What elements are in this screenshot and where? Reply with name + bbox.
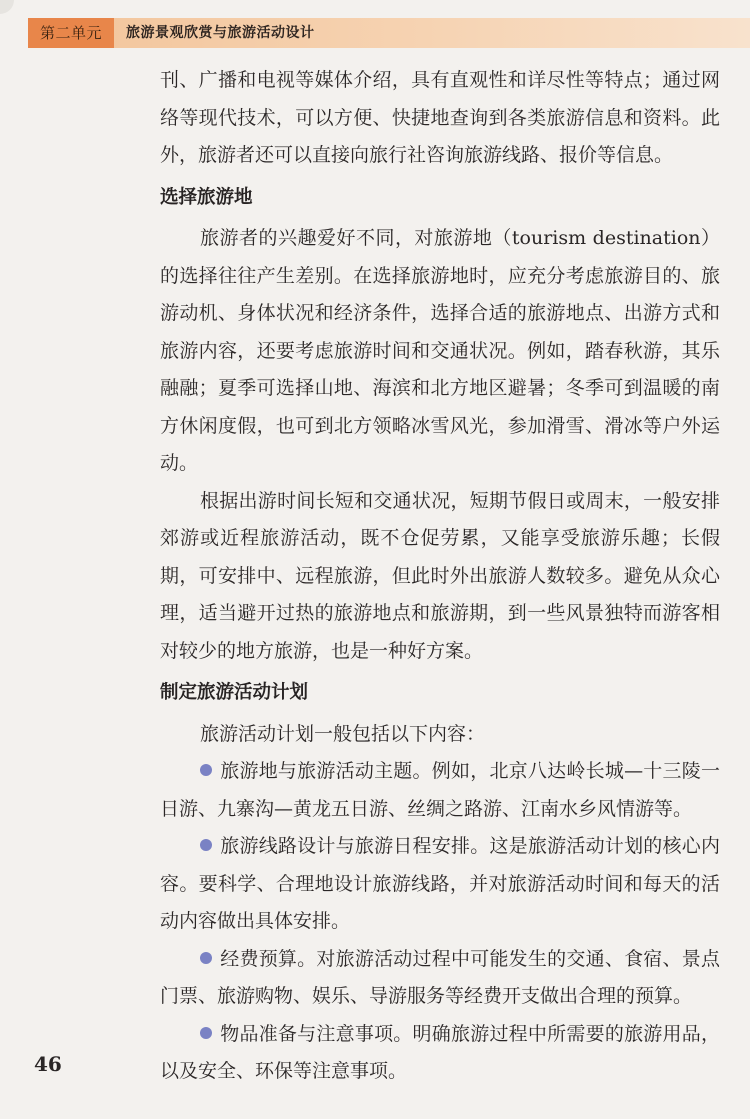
unit-header xyxy=(28,18,750,48)
unit-title: 旅游景观欣赏与旅游活动设计 xyxy=(126,25,315,41)
list-item-text: 经费预算。对旅游活动过程中可能发生的交通、食宿、景点门票、旅游购物、娱乐、导游服务等经费开支做出合理的预算。 xyxy=(160,947,720,1007)
list-item xyxy=(160,941,720,1016)
page-corner-mark xyxy=(0,0,14,14)
page-number: 46 xyxy=(34,1052,62,1076)
bullet-dot-icon xyxy=(200,839,212,851)
bullet-dot-icon xyxy=(200,764,212,776)
choose-destination-paragraph-2: 根据出游时间长短和交通状况，短期节假日或周末，一般安排郊游或近程旅游活动，既不仓促劳累，又能享受旅游乐趣；长假期，可安排中、远程旅游，但此时外出旅游人数较多。避免从众心理，适当避开过热的旅游地点和旅游期，到一些风景独特而游客相对较少的地方旅游，也是一种好方案。 xyxy=(160,489,720,662)
section-heading-choose-destination: 选择旅游地 xyxy=(160,186,253,208)
section-heading-plan-activity: 制定旅游活动计划 xyxy=(160,682,309,703)
intro-continuation-paragraph: 刊、广播和电视等媒体介绍，具有直观性和详尽性等特点；通过网络等现代技术，可以方便、快捷地查询到各类旅游信息和资料。此外，旅游者还可以直接向旅行社咨询旅游线路、报价等信息。 xyxy=(160,69,720,166)
list-item xyxy=(160,828,720,941)
list-item xyxy=(160,753,720,828)
list-item xyxy=(160,1016,720,1091)
list-item-text: 旅游地与旅游活动主题。例如，北京八达岭长城—十三陵一日游、九寨沟—黄龙五日游、丝绸之路游、江南水乡风情游等。 xyxy=(160,760,720,820)
bullet-dot-icon xyxy=(200,952,212,964)
bullet-dot-icon xyxy=(200,1027,212,1039)
unit-label: 第二单元 xyxy=(28,18,114,48)
plan-intro-paragraph: 旅游活动计划一般包括以下内容： xyxy=(200,722,486,745)
choose-destination-paragraph-1: 旅游者的兴趣爱好不同，对旅游地（tourism destination）的选择往往产生差别。在选择旅游地时，应充分考虑旅游目的、旅游动机、身体状况和经济条件，选择合适的旅游地点、出游方式和旅游内容，还要考虑旅游时间和交通状况。例如，踏春秋游，其乐融融；夏季可选择山地、海滨和北方地区避暑；冬季可到温暖的南方休闲度假，也可到北方领略冰雪风光，参加滑雪、滑冰等户外运动。 xyxy=(160,227,720,474)
body-text xyxy=(160,62,720,1091)
list-item-text: 旅游线路设计与旅游日程安排。这是旅游活动计划的核心内容。要科学、合理地设计旅游线路，并对旅游活动时间和每天的活动内容做出具体安排。 xyxy=(160,835,720,932)
list-item-text: 物品准备与注意事项。明确旅游过程中所需要的旅游用品，以及安全、环保等注意事项。 xyxy=(160,1022,720,1082)
